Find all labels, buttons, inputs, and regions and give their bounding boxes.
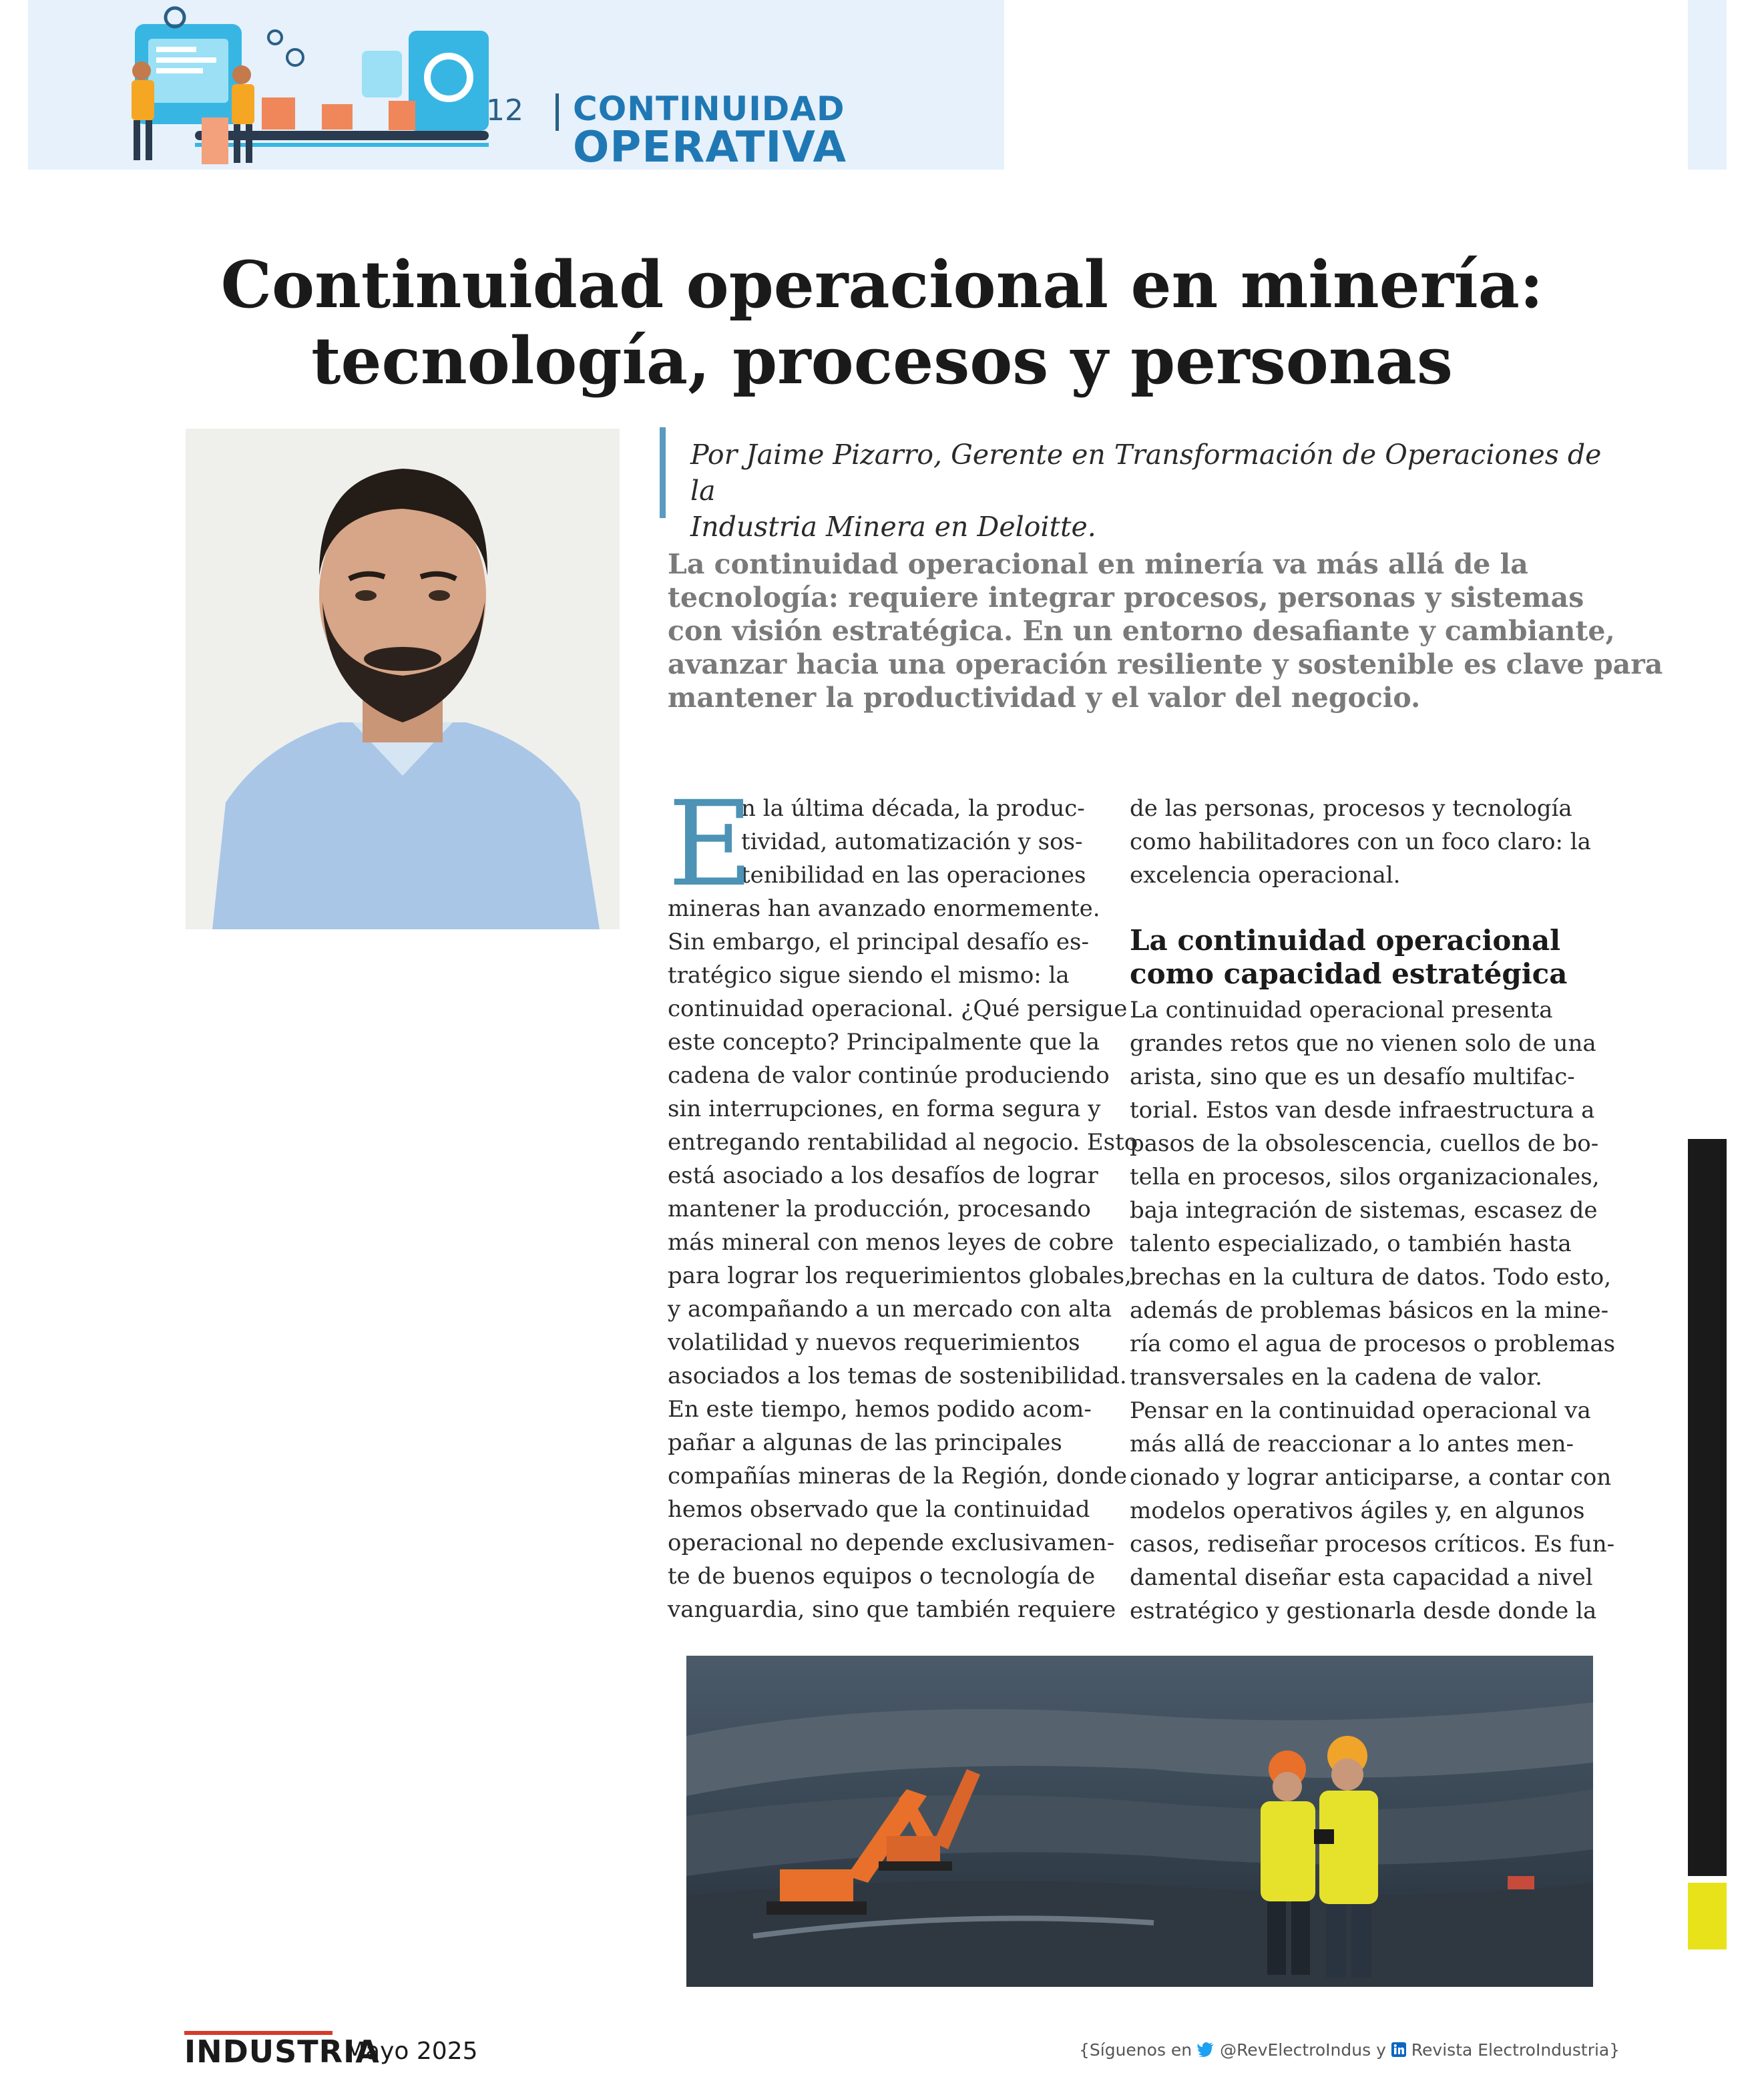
social-links — [1079, 2040, 1620, 2061]
body-line: baja integración de sistemas, escasez de — [1130, 1197, 1598, 1224]
body-line: mineras han avanzado enormemente. — [668, 895, 1100, 922]
body-line: modelos operativos ágiles y, en algunos — [1130, 1497, 1585, 1524]
body-line: más mineral con menos leyes de cobre — [668, 1229, 1114, 1256]
lead-line: tecnología: requiere integrar procesos, personas y sistemas — [668, 582, 1584, 614]
body-line: arista, sino que es un desafío multifac- — [1130, 1064, 1575, 1090]
body-line: damental diseñar esta capacidad a nivel — [1130, 1564, 1593, 1591]
social-prefix: {Síguenos en — [1079, 2040, 1192, 2060]
body-line: Sin embargo, el principal desafío es- — [668, 929, 1089, 955]
lead-line: con visión estratégica. En un entorno desafiante y cambiante, — [668, 615, 1615, 647]
lead-line: mantener la productividad y el valor del negocio. — [668, 682, 1421, 714]
lead-line: La continuidad operacional en minería va más allá de la — [668, 548, 1528, 580]
body-line: continuidad operacional. ¿Qué persigue — [668, 995, 1128, 1022]
body-line: de las personas, procesos y tecnología — [1130, 795, 1572, 822]
subheading-line2: como capacidad estratégica — [1130, 957, 1568, 990]
body-line: cadena de valor continúe produciendo — [668, 1062, 1110, 1089]
byline-line1: Por Jaime Pizarro, Gerente en Transformación de Operaciones de la — [690, 439, 1602, 507]
subheading-line1: La continuidad operacional — [1130, 924, 1561, 957]
drop-cap: E — [668, 776, 754, 913]
body-line: mantener la producción, procesando — [668, 1196, 1091, 1222]
body-line: asociados a los temas de sostenibilidad. — [668, 1363, 1127, 1389]
factory-workers-illustration — [95, 4, 509, 170]
body-line: brechas en la cultura de datos. Todo esto, — [1130, 1264, 1612, 1291]
body-line: ría como el agua de procesos o problemas — [1130, 1331, 1616, 1357]
article-lead — [668, 545, 1663, 714]
body-line: para lograr los requerimientos globales, — [668, 1262, 1132, 1289]
body-line: este concepto? Principalmente que la — [668, 1029, 1100, 1056]
body-line: entregando rentabilidad al negocio. Esto — [668, 1129, 1138, 1156]
body-line: sin interrupciones, en forma segura y — [668, 1096, 1101, 1122]
title-line2: tecnología, procesos y personas — [311, 323, 1453, 399]
body-line: pañar a algunas de las principales — [668, 1429, 1062, 1456]
body-line: compañías mineras de la Región, donde — [668, 1463, 1128, 1489]
author-byline — [690, 437, 1625, 545]
article-title — [134, 247, 1630, 399]
body-line: vanguardia, sino que también requiere — [668, 1596, 1116, 1623]
byline-accent-bar — [660, 427, 666, 518]
body-line: grandes retos que no vienen solo de una — [1130, 1030, 1596, 1057]
body-line: cionado y lograr anticiparse, a contar con — [1130, 1464, 1612, 1491]
body-line: tella en procesos, silos organizacionales, — [1130, 1164, 1600, 1190]
linkedin-icon — [1391, 2042, 1406, 2061]
body-line: tenibilidad en las operaciones — [741, 862, 1086, 889]
body-line: pasos de la obsolescencia, cuellos de bo- — [1130, 1130, 1599, 1157]
body-line: tividad, automatización y sos- — [741, 829, 1083, 855]
body-line: más allá de reaccionar a lo antes men- — [1130, 1431, 1574, 1457]
body-line: transversales en la cadena de valor. — [1130, 1364, 1542, 1391]
body-line: torial. Estos van desde infraestructura a — [1130, 1097, 1595, 1124]
body-line: hemos observado que la continuidad — [668, 1496, 1090, 1523]
side-accent-black — [1688, 1139, 1727, 1876]
twitter-icon — [1197, 2042, 1215, 2061]
body-line: La continuidad operacional presenta — [1130, 997, 1553, 1023]
body-line: y acompañando a un mercado con alta — [668, 1296, 1112, 1323]
title-line1: Continuidad operacional en minería: — [220, 247, 1544, 322]
header-band — [28, 0, 1004, 170]
section-divider — [556, 93, 559, 131]
header-right-strip — [1688, 0, 1727, 170]
section-title-line1: CONTINUIDAD — [573, 89, 845, 128]
body-line: operacional no depende exclusivamen- — [668, 1530, 1115, 1556]
body-line: En este tiempo, hemos podido acom- — [668, 1396, 1092, 1423]
body-line: además de problemas básicos en la mine- — [1130, 1297, 1609, 1324]
section-subheading — [1130, 924, 1597, 991]
twitter-handle[interactable]: @RevElectroIndus y — [1220, 2040, 1386, 2060]
linkedin-handle[interactable]: Revista ElectroIndustria} — [1411, 2040, 1620, 2060]
body-line: volatilidad y nuevos requerimientos — [668, 1329, 1080, 1356]
mining-site-photo — [686, 1656, 1593, 1987]
section-title-line2: OPERATIVA — [573, 123, 847, 170]
body-line: Pensar en la continuidad operacional va — [1130, 1397, 1591, 1424]
body-column-left — [668, 776, 1138, 1626]
body-column-right-top — [1130, 792, 1591, 892]
body-line: talento especializado, o también hasta — [1130, 1230, 1572, 1257]
body-line: estratégico y gestionarla desde donde la — [1130, 1598, 1597, 1624]
issue-date: Mayo 2025 — [345, 2038, 478, 2065]
body-line: casos, rediseñar procesos críticos. Es fun- — [1130, 1531, 1615, 1558]
byline-line2: Industria Minera en Deloitte. — [690, 511, 1096, 543]
body-column-right — [1130, 993, 1616, 1628]
body-line: está asociado a los desafíos de lograr — [668, 1162, 1098, 1189]
body-line: te de buenos equipos o tecnología de — [668, 1563, 1096, 1590]
author-portrait — [186, 429, 620, 929]
page-number: 12 — [486, 93, 523, 128]
body-line: como habilitadores con un foco claro: la — [1130, 829, 1591, 855]
magazine-logo: INDUSTRIA — [184, 2034, 380, 2070]
body-line: n la última década, la produc- — [741, 795, 1085, 822]
body-line: excelencia operacional. — [1130, 862, 1401, 889]
side-accent-yellow — [1688, 1883, 1727, 1949]
body-line: tratégico sigue siendo el mismo: la — [668, 962, 1070, 989]
lead-line: avanzar hacia una operación resiliente y sostenible es clave para — [668, 648, 1663, 680]
